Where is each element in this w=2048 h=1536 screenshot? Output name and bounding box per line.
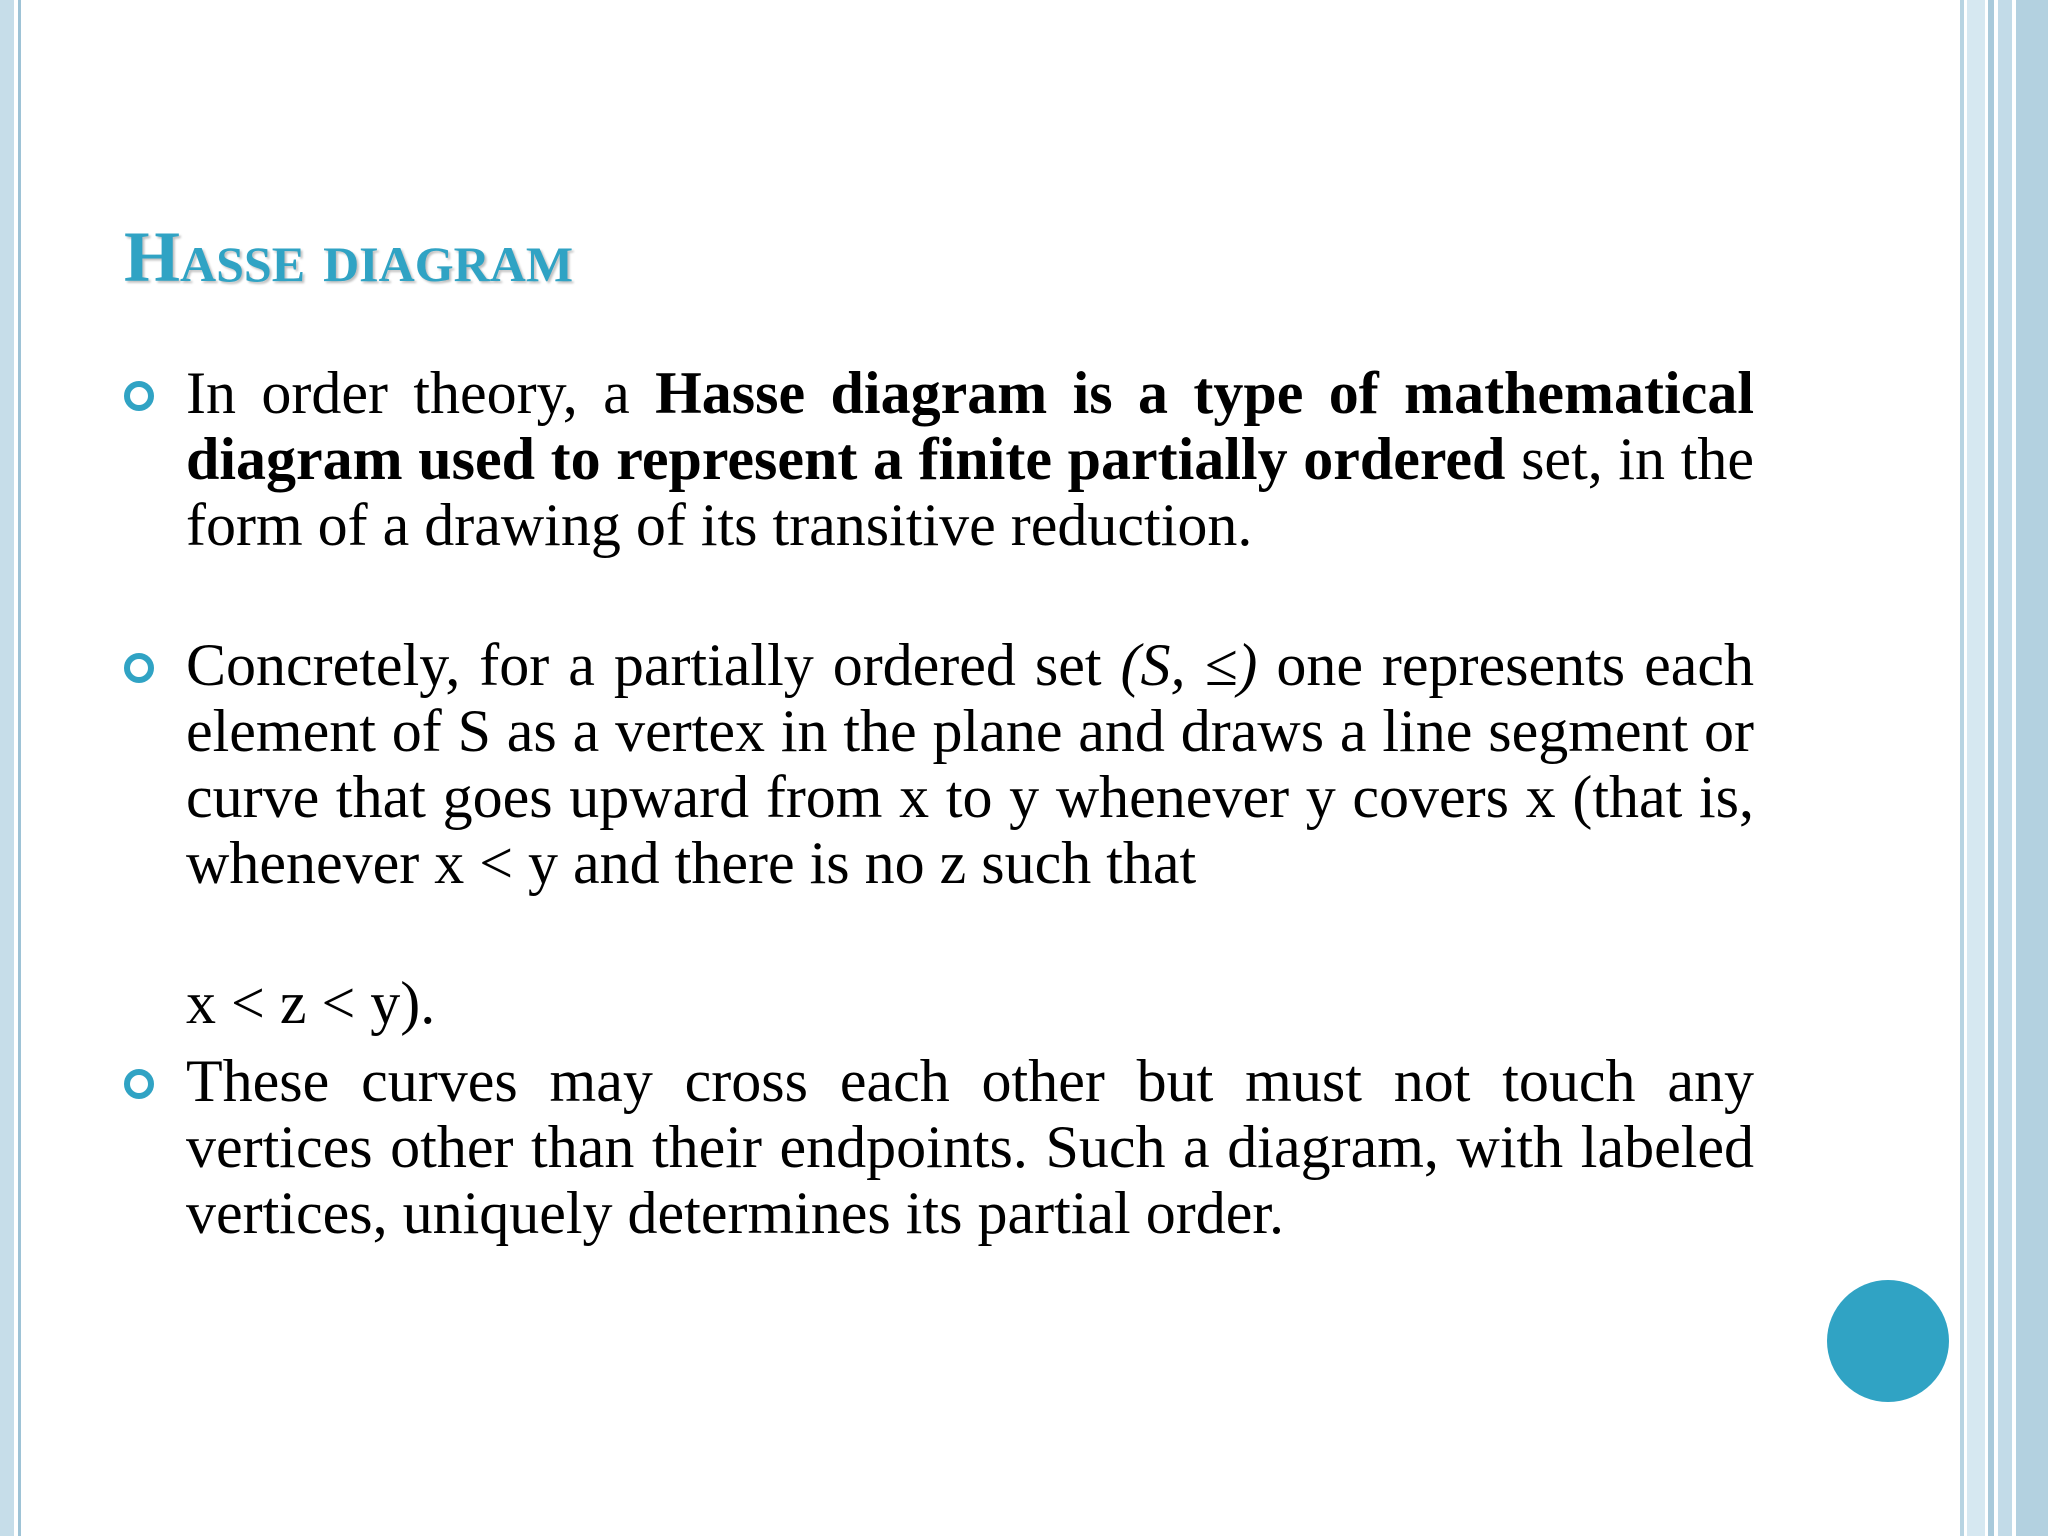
- right-frame-stripe: [1998, 0, 2012, 1536]
- ring-bullet-icon: [124, 1069, 154, 1099]
- bold-text-run: Hasse diagram is a type of mathematical diagram used to represent a finite partially ordered: [186, 360, 1754, 492]
- right-frame-stripe: [1960, 0, 1964, 1536]
- right-frame-stripe: [1988, 0, 1994, 1536]
- bullet-item: [186, 632, 1754, 962]
- bullet-text: [186, 360, 1754, 558]
- text-run: These curves may cross each other but must not touch any vertices other than their endpoints. Such a diagram, with labeled vertices, uniquely determines its partial order.: [186, 1048, 1754, 1246]
- text-run: set, in the form of a drawing of its transitive reduction.: [186, 426, 1755, 558]
- left-frame-line: [18, 0, 21, 1536]
- bullet-continuation: x < z < y).: [186, 970, 436, 1036]
- right-frame-stripe: [1967, 0, 1985, 1536]
- left-frame-bar: [0, 0, 14, 1536]
- bullet-text: [186, 632, 1754, 896]
- right-frame-stripe: [2016, 0, 2048, 1536]
- bullet-item: [186, 1048, 1754, 1312]
- slide-title: Hasse diagram: [124, 217, 574, 297]
- text-run: one represents each element of S as a vertex in the plane and draws a line segment or curve that goes upward from x to y whenever y covers x (that is, whenever x < y and there is no z such that: [186, 632, 1754, 896]
- filled-circle-icon: [1827, 1280, 1949, 1402]
- bullet-item: [186, 360, 1754, 624]
- bullet-text: [186, 1048, 1754, 1246]
- ring-bullet-icon: [124, 381, 154, 411]
- ring-bullet-icon: [124, 653, 154, 683]
- text-run: Concretely, for a partially ordered set: [186, 632, 1121, 698]
- text-run: In order theory, a: [186, 360, 656, 426]
- italic-text-run: (S, ≤): [1120, 632, 1258, 698]
- slide-body: [186, 360, 1754, 1320]
